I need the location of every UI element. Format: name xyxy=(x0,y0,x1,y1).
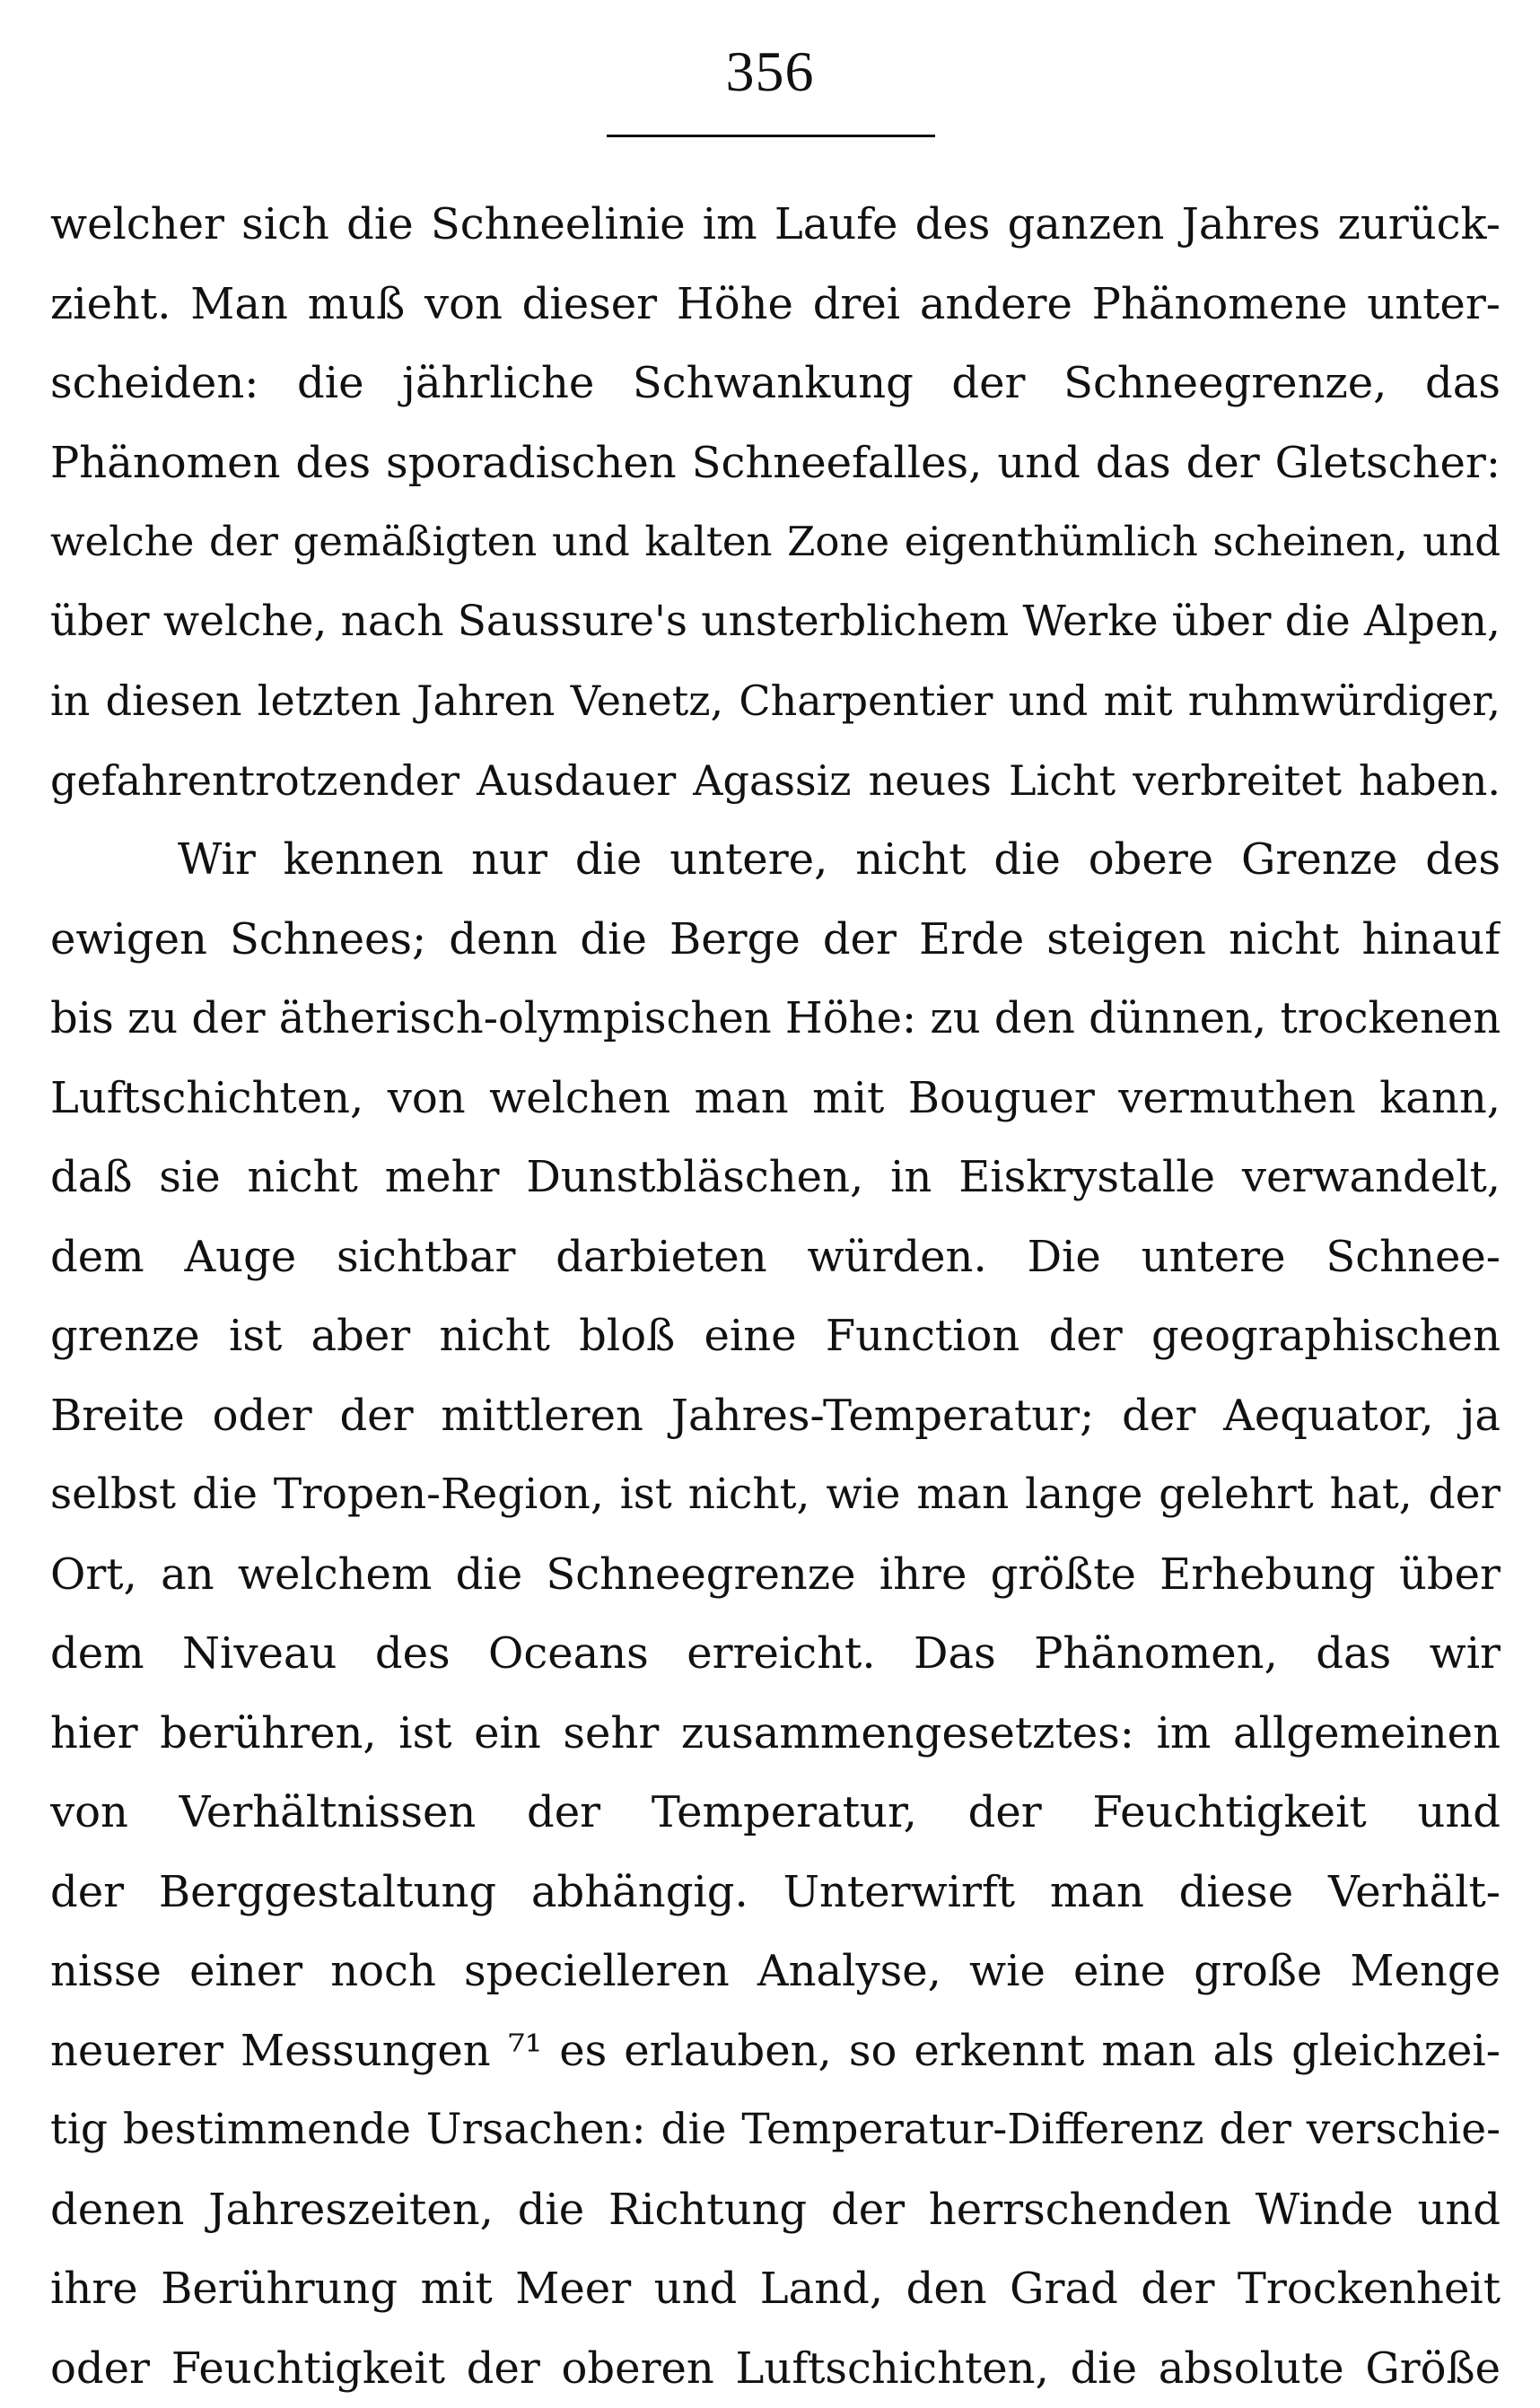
text-line: Phänomen des sporadischen Schneefalles, und das der Gletscher: xyxy=(50,423,1501,503)
text-line: über welche, nach Saussure's unsterblichem Werke über die Alpen, xyxy=(50,582,1501,662)
header-rule xyxy=(607,135,935,137)
text-line: dem Niveau des Oceans erreicht. Das Phänomen, das wir xyxy=(50,1614,1501,1694)
text-line: dem Auge sichtbar darbieten würden. Die untere Schnee- xyxy=(50,1217,1501,1297)
text-line: scheiden: die jährliche Schwankung der Schneegrenze, das xyxy=(50,344,1501,423)
text-line: zieht. Man muß von dieser Höhe drei andere Phänomene unter- xyxy=(50,265,1501,345)
text-line: bis zu der ätherisch-olympischen Höhe: zu den dünnen, trockenen xyxy=(50,979,1501,1059)
text-line: Luftschichten, von welchen man mit Bouguer vermuthen kann, xyxy=(50,1059,1501,1139)
text-line: hier berühren, ist ein sehr zusammengesetztes: im allgemeinen xyxy=(50,1694,1501,1774)
text-line: gefahrentrotzender Ausdauer Agassiz neues Licht verbreitet haben. xyxy=(50,741,1501,821)
text-line: Ort, an welchem die Schneegrenze ihre größte Erhebung über xyxy=(50,1535,1501,1615)
text-line: selbst die Tropen-Region, ist nicht, wie man lange gelehrt hat, der xyxy=(50,1455,1501,1535)
text-line: der Berggestaltung abhängig. Unterwirft man diese Verhält- xyxy=(50,1853,1501,1933)
page-number: 356 xyxy=(0,43,1540,100)
text-line: welcher sich die Schneelinie im Laufe des ganzen Jahres zurück- xyxy=(50,185,1501,265)
text-line: grenze ist aber nicht bloß eine Function der geographischen xyxy=(50,1296,1501,1376)
text-line: denen Jahreszeiten, die Richtung der herrschenden Winde und xyxy=(50,2170,1501,2250)
text-line: in diesen letzten Jahren Venetz, Charpentier und mit ruhmwürdiger, xyxy=(50,661,1501,741)
text-line: von Verhältnissen der Temperatur, der Feuchtigkeit und xyxy=(50,1773,1501,1853)
text-line: daß sie nicht mehr Dunstbläschen, in Eiskrystalle verwandelt, xyxy=(50,1138,1501,1217)
text-line: ewigen Schnees; denn die Berge der Erde steigen nicht hinauf xyxy=(50,900,1501,980)
text-line: oder Feuchtigkeit der oberen Luftschichten, die absolute Größe xyxy=(50,2329,1501,2408)
body-text xyxy=(50,185,1501,2408)
paragraph-start-line: Wir kennen nur die untere, nicht die obere Grenze des xyxy=(50,820,1501,900)
text-line: neuerer Messungen ⁷¹ es erlauben, so erkennt man als gleichzei- xyxy=(50,2011,1501,2091)
text-line: ihre Berührung mit Meer und Land, den Grad der Trockenheit xyxy=(50,2249,1501,2329)
text-line: nisse einer noch specielleren Analyse, wie eine große Menge xyxy=(50,1932,1501,2011)
text-line: Breite oder der mittleren Jahres-Temperatur; der Aequator, ja xyxy=(50,1376,1501,1456)
text-line: welche der gemäßigten und kalten Zone eigenthümlich scheinen, und xyxy=(50,502,1501,582)
text-line: tig bestimmende Ursachen: die Temperatur-Differenz der verschie- xyxy=(50,2090,1501,2170)
